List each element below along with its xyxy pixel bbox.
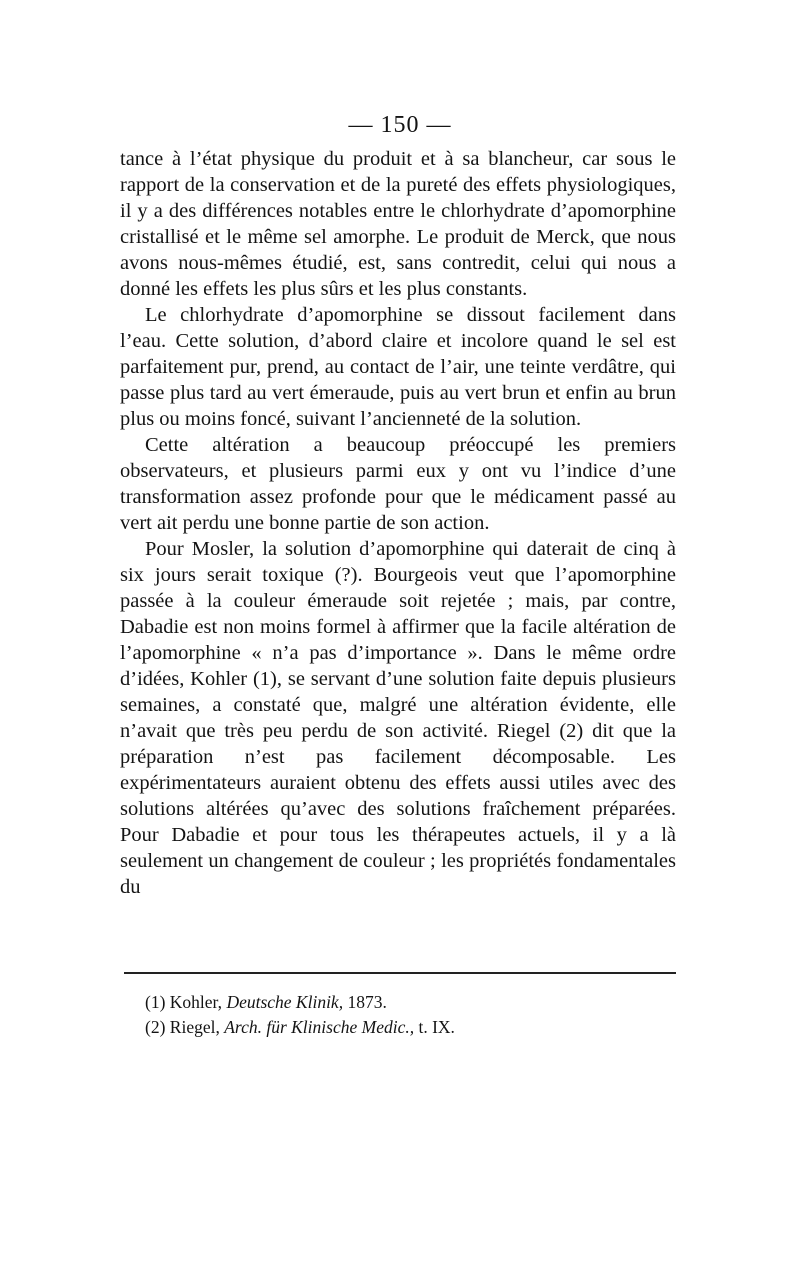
footnotes	[145, 990, 665, 1040]
paragraph: Le chlorhydrate d’apomorphine se dissout facilement dans l’eau. Cette solution, d’abord claire et incolore quand le sel est parfaitement pur, prend, au contact de l’air, une teinte verdâtre, qui passe plus tard au vert émeraude, puis au vert brun et enfin au brun plus ou moins foncé, suivant l’ancienneté de la solution.	[120, 304, 676, 430]
footnote-author: Riegel,	[169, 1017, 220, 1037]
footnote-title: Arch. für Klinische Medic.,	[224, 1017, 415, 1037]
footnote-mark: (1)	[145, 992, 166, 1012]
footnote-detail: 1873.	[347, 992, 387, 1012]
page-number: — 150 —	[348, 112, 452, 138]
paragraph-continuation: tance à l’état physique du produit et à sa blancheur, car sous le rapport de la conservation et de la pureté des effets physiologiques, il y a des différences notables entre le chlorhydrate d’apomorphine cristallisé et le même sel amorphe. Le produit de Merck, que nous avons nous-mêmes étudié, est, sans contredit, celui qui nous a donné les effets les plus sûrs et les plus constants.	[120, 148, 676, 300]
footnote-author: Kohler,	[169, 992, 223, 1012]
footnote-detail: t. IX.	[418, 1017, 455, 1037]
footnote	[145, 990, 665, 1015]
footnote-title: Deutsche Klinik,	[226, 992, 344, 1012]
body-text	[120, 146, 676, 900]
footnote-mark: (2)	[145, 1017, 166, 1037]
paragraph: Pour Mosler, la solution d’apomorphine qui daterait de cinq à six jours serait toxique (?). Bourgeois veut que l’apomorphine passée à la couleur émeraude soit rejetée ; mais, par contre, Dabadie est non moins formel à affirmer que la facile altération de l’apomorphine « n’a pas d’importance ». Dans le même ordre d’idées, Kohler (1), se servant d’une solution faite depuis plusieurs semaines, a constaté que, malgré une altération évidente, elle n’avait que très peu perdu de son activité. Riegel (2) dit que la préparation n’est pas facilement décomposable. Les expérimentateurs auraient obtenu des effets aussi utiles avec des solutions altérées qu’avec des solutions fraîchement préparées. Pour Dabadie et pour tous les thérapeutes actuels, il y a là seulement un changement de couleur ; les propriétés fondamentales du	[120, 538, 676, 898]
paragraph: Cette altération a beaucoup préoccupé les premiers observateurs, et plusieurs parmi eux y ont vu l’indice d’une transformation assez profonde pour que le médicament passé au vert ait perdu une bonne partie de son action.	[120, 434, 676, 534]
footnote-divider	[124, 972, 676, 974]
footnote	[145, 1015, 665, 1040]
